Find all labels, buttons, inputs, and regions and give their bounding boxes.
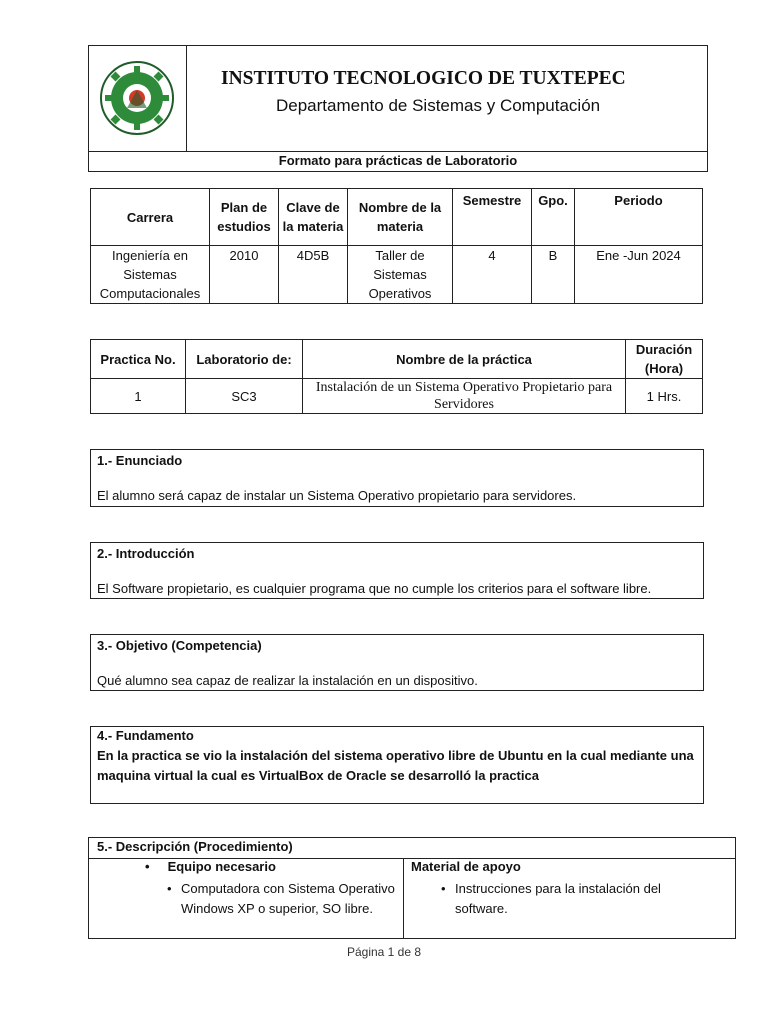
header-gpo: Gpo.: [532, 189, 575, 246]
page-number: Página 1 de 8: [346, 945, 422, 959]
introduccion-title: 2.- Introducción: [97, 546, 195, 561]
cell-gpo: B: [532, 246, 575, 304]
material-list: [437, 879, 687, 918]
form-title-box: [88, 151, 708, 172]
introduccion-body: El Software propietario, es cualquier programa que no cumple los criterios para el software libre.: [97, 581, 652, 596]
equipo-title: [145, 859, 276, 874]
header-nombre-practica: Nombre de la práctica: [303, 340, 626, 379]
equipo-title-text: Equipo necesario: [167, 859, 276, 874]
cell-nombre-practica: Instalación de un Sistema Operativo Propietario para Servidores: [303, 379, 626, 414]
material-title: Material de apoyo: [411, 859, 521, 874]
section-descripcion: [88, 837, 736, 939]
fundamento-title: 4.- Fundamento: [97, 728, 194, 743]
cell-practica-no: 1: [91, 379, 186, 414]
institution-name: INSTITUTO TECNOLOGICO DE TUXTEPEC: [221, 68, 626, 89]
section-introduccion: [90, 542, 704, 599]
equipo-column: [89, 858, 404, 938]
cell-clave: 4D5B: [279, 246, 348, 304]
cell-carrera: Ingeniería en Sistemas Computacionales: [91, 246, 210, 304]
cell-duracion: 1 Hrs.: [626, 379, 703, 414]
descripcion-title: 5.- Descripción (Procedimiento): [97, 839, 293, 854]
material-item: • Instrucciones para la instalación del software.: [437, 879, 687, 918]
fundamento-body: En la practica se vio la instalación del sistema operativo libre de Ubuntu en la cual mediante una maquina virtual la cual es VirtualBox de Oracle se desarrolló la practica: [97, 748, 694, 783]
header-clave: Clave de la materia: [279, 189, 348, 246]
material-column: [411, 858, 735, 938]
equipo-list: [163, 879, 395, 918]
header-carrera: Carrera: [91, 189, 210, 246]
header-practica-no: Practica No.: [91, 340, 186, 379]
cell-plan: 2010: [210, 246, 279, 304]
header-semestre: Semestre: [453, 189, 532, 246]
header-box: [88, 45, 708, 152]
objetivo-body: Qué alumno sea capaz de realizar la instalación en un dispositivo.: [97, 673, 478, 688]
objetivo-title: 3.- Objetivo (Competencia): [97, 638, 262, 653]
cell-periodo: Ene -Jun 2024: [575, 246, 703, 304]
logo-cell: [89, 46, 187, 151]
header-nombre-materia: Nombre de la materia: [348, 189, 453, 246]
cell-nombre-materia: Taller de Sistemas Operativos: [348, 246, 453, 304]
section-fundamento: [90, 726, 704, 804]
enunciado-title: 1.- Enunciado: [97, 453, 183, 468]
department-name: Departamento de Sistemas y Computación: [276, 96, 601, 115]
header-duracion: Duración (Hora): [626, 340, 703, 379]
institution-logo: [97, 58, 177, 138]
equipo-item: • Computadora con Sistema Operativo Windows XP o superior, SO libre.: [163, 879, 395, 918]
section-objetivo: [90, 634, 704, 691]
header-laboratorio: Laboratorio de:: [186, 340, 303, 379]
header-plan: Plan de estudios: [210, 189, 279, 246]
enunciado-body: El alumno será capaz de instalar un Sistema Operativo propietario para servidores.: [97, 488, 577, 503]
course-table: [90, 188, 703, 304]
cell-semestre: 4: [453, 246, 532, 304]
header-periodo: Periodo: [575, 189, 703, 246]
section-enunciado: [90, 449, 704, 507]
form-title: Formato para prácticas de Laboratorio: [278, 153, 518, 168]
bullet-icon: •: [145, 859, 150, 874]
practice-table: [90, 339, 703, 414]
cell-laboratorio: SC3: [186, 379, 303, 414]
